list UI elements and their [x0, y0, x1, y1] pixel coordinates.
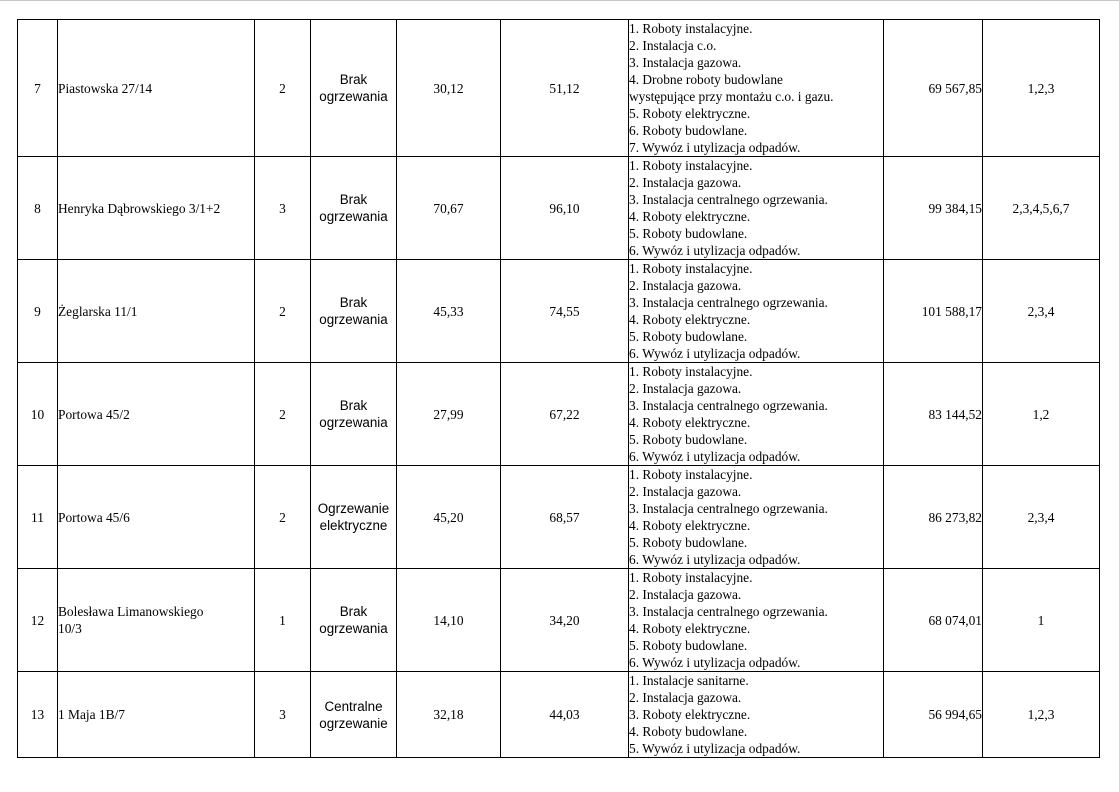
- row-number: 7: [18, 20, 58, 157]
- works-line: 1. Roboty instalacyjne.: [629, 570, 753, 585]
- apartments-table: [17, 19, 1100, 758]
- address-cell: [58, 569, 255, 672]
- area-cell-1: 14,10: [397, 569, 501, 672]
- works-line: 4. Drobne roboty budowlane: [629, 72, 783, 87]
- cost-cell: 86 273,82: [884, 466, 983, 569]
- works-line: 6. Roboty budowlane.: [629, 123, 748, 138]
- works-line: występujące przy montażu c.o. i gazu.: [629, 89, 834, 104]
- works-line: 1. Roboty instalacyjne.: [629, 158, 753, 173]
- works-line: 2. Instalacja gazowa.: [629, 381, 742, 396]
- works-line: 6. Wywóz i utylizacja odpadów.: [629, 655, 801, 670]
- works-line: 7. Wywóz i utylizacja odpadów.: [629, 140, 801, 155]
- cost-cell: 83 144,52: [884, 363, 983, 466]
- heating-cell: [311, 363, 397, 466]
- heating-cell: [311, 569, 397, 672]
- group-cell: 1,2,3: [983, 672, 1100, 758]
- row-number: 11: [18, 466, 58, 569]
- heating-line: ogrzewania: [319, 415, 388, 430]
- works-line: 3. Instalacja centralnego ogrzewania.: [629, 295, 828, 310]
- works-line: 3. Instalacja centralnego ogrzewania.: [629, 501, 828, 516]
- heating-cell: [311, 260, 397, 363]
- address-cell: Piastowska 27/14: [58, 20, 255, 157]
- address-cell: 1 Maja 1B/7: [58, 672, 255, 758]
- area-cell-2: 67,22: [501, 363, 629, 466]
- area-cell-1: 45,33: [397, 260, 501, 363]
- group-cell: 1,2,3: [983, 20, 1100, 157]
- works-line: 1. Roboty instalacyjne.: [629, 467, 753, 482]
- works-line: 4. Roboty elektryczne.: [629, 209, 751, 224]
- heating-cell: [311, 466, 397, 569]
- works-line: 1. Instalacje sanitarne.: [629, 673, 749, 688]
- address-cell: Żeglarska 11/1: [58, 260, 255, 363]
- works-line: 6. Wywóz i utylizacja odpadów.: [629, 449, 801, 464]
- cost-cell: 99 384,15: [884, 157, 983, 260]
- works-line: 5. Roboty budowlane.: [629, 329, 748, 344]
- works-line: 2. Instalacja gazowa.: [629, 690, 742, 705]
- group-cell: 2,3,4,5,6,7: [983, 157, 1100, 260]
- works-line: 2. Instalacja gazowa.: [629, 587, 742, 602]
- address-line: 10/3: [58, 621, 82, 636]
- cost-cell: 101 588,17: [884, 260, 983, 363]
- group-cell: 1: [983, 569, 1100, 672]
- works-line: 4. Roboty budowlane.: [629, 724, 748, 739]
- heating-line: Centralne: [324, 698, 383, 714]
- table-row: [18, 20, 1100, 157]
- area-cell-1: 27,99: [397, 363, 501, 466]
- address-line: Bolesława Limanowskiego: [58, 604, 204, 619]
- heating-cell: [311, 20, 397, 157]
- address-cell: Henryka Dąbrowskiego 3/1+2: [58, 157, 255, 260]
- works-line: 3. Instalacja gazowa.: [629, 55, 742, 70]
- works-cell: [629, 20, 884, 157]
- works-line: 5. Roboty budowlane.: [629, 432, 748, 447]
- area-cell-2: 74,55: [501, 260, 629, 363]
- works-line: 4. Roboty elektryczne.: [629, 621, 751, 636]
- works-line: 6. Wywóz i utylizacja odpadów.: [629, 346, 801, 361]
- heating-line: Brak: [339, 295, 368, 310]
- heating-line: ogrzewania: [319, 209, 388, 224]
- rooms-cell: 1: [255, 569, 311, 672]
- heating-line: ogrzewanie: [319, 715, 388, 731]
- heating-cell: [311, 157, 397, 260]
- heating-line: ogrzewania: [319, 89, 388, 104]
- rooms-cell: 2: [255, 363, 311, 466]
- works-line: 3. Instalacja centralnego ogrzewania.: [629, 398, 828, 413]
- works-line: 6. Wywóz i utylizacja odpadów.: [629, 552, 801, 567]
- table-row: [18, 363, 1100, 466]
- works-line: 5. Roboty budowlane.: [629, 638, 748, 653]
- address-cell: Portowa 45/2: [58, 363, 255, 466]
- works-line: 2. Instalacja gazowa.: [629, 278, 742, 293]
- table-row: [18, 672, 1100, 758]
- cost-cell: 69 567,85: [884, 20, 983, 157]
- table-row: [18, 260, 1100, 363]
- works-line: 3. Instalacja centralnego ogrzewania.: [629, 192, 828, 207]
- rooms-cell: 3: [255, 157, 311, 260]
- works-line: 4. Roboty elektryczne.: [629, 312, 751, 327]
- area-cell-1: 30,12: [397, 20, 501, 157]
- row-number: 9: [18, 260, 58, 363]
- rooms-cell: 2: [255, 260, 311, 363]
- works-line: 2. Instalacja c.o.: [629, 38, 717, 53]
- area-cell-1: 32,18: [397, 672, 501, 758]
- works-line: 5. Roboty budowlane.: [629, 226, 748, 241]
- area-cell-2: 51,12: [501, 20, 629, 157]
- cost-cell: 68 074,01: [884, 569, 983, 672]
- heating-line: Ogrzewanie: [317, 501, 390, 516]
- row-number: 13: [18, 672, 58, 758]
- address-cell: Portowa 45/6: [58, 466, 255, 569]
- row-number: 12: [18, 569, 58, 672]
- row-number: 8: [18, 157, 58, 260]
- works-line: 2. Instalacja gazowa.: [629, 484, 742, 499]
- works-line: 6. Wywóz i utylizacja odpadów.: [629, 243, 801, 258]
- works-line: 1. Roboty instalacyjne.: [629, 261, 753, 276]
- works-cell: [629, 363, 884, 466]
- works-cell: [629, 260, 884, 363]
- works-cell: [629, 569, 884, 672]
- works-cell: [629, 466, 884, 569]
- heating-cell: [311, 672, 397, 758]
- works-line: 5. Roboty elektryczne.: [629, 106, 751, 121]
- works-line: 3. Roboty elektryczne.: [629, 707, 751, 722]
- area-cell-1: 45,20: [397, 466, 501, 569]
- works-line: 4. Roboty elektryczne.: [629, 415, 751, 430]
- group-cell: 1,2: [983, 363, 1100, 466]
- page-top-rule: [0, 0, 1119, 1]
- group-cell: 2,3,4: [983, 466, 1100, 569]
- area-cell-2: 96,10: [501, 157, 629, 260]
- works-line: 1. Roboty instalacyjne.: [629, 21, 753, 36]
- heating-line: Brak: [339, 604, 368, 619]
- table-row: [18, 157, 1100, 260]
- works-line: 1. Roboty instalacyjne.: [629, 364, 753, 379]
- area-cell-1: 70,67: [397, 157, 501, 260]
- rooms-cell: 2: [255, 466, 311, 569]
- works-line: 3. Instalacja centralnego ogrzewania.: [629, 604, 828, 619]
- table-row: [18, 466, 1100, 569]
- works-line: 2. Instalacja gazowa.: [629, 175, 742, 190]
- heating-line: Brak: [339, 72, 368, 87]
- heating-line: Brak: [339, 192, 368, 207]
- heating-line: ogrzewania: [319, 312, 388, 327]
- heating-line: ogrzewania: [319, 621, 388, 636]
- area-cell-2: 44,03: [501, 672, 629, 758]
- rooms-cell: 2: [255, 20, 311, 157]
- row-number: 10: [18, 363, 58, 466]
- works-cell: [629, 672, 884, 758]
- works-line: 4. Roboty elektryczne.: [629, 518, 751, 533]
- cost-cell: 56 994,65: [884, 672, 983, 758]
- heating-line: Brak: [339, 398, 368, 413]
- area-cell-2: 34,20: [501, 569, 629, 672]
- rooms-cell: 3: [255, 672, 311, 758]
- works-cell: [629, 157, 884, 260]
- heating-line: elektryczne: [319, 518, 388, 533]
- table-row: [18, 569, 1100, 672]
- area-cell-2: 68,57: [501, 466, 629, 569]
- group-cell: 2,3,4: [983, 260, 1100, 363]
- works-line: 5. Roboty budowlane.: [629, 535, 748, 550]
- works-line: 5. Wywóz i utylizacja odpadów.: [629, 741, 801, 756]
